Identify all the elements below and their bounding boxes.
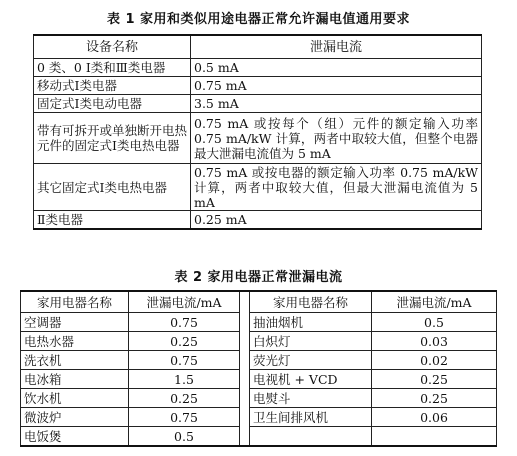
leakage-value-cell: 0.75 [129,313,240,332]
column-gap [240,351,250,370]
column-header-leakage-right: 泄漏电流/mA [372,291,497,313]
table-row [21,427,497,447]
leakage-cell: 0.75 mA 或按每个（组）元件的额定输入功率 0.75 mA/kW 计算，两者中取较大值，但整个电器最大泄漏电流值为 5 mA [191,113,482,164]
table-row [21,408,497,427]
appliance-name-cell: 微波炉 [21,408,129,427]
leakage-value-cell: 0.5 [372,313,497,332]
leakage-value-cell: 0.25 [372,370,497,389]
leakage-value-cell: 0.06 [372,408,497,427]
leakage-value-cell: 0.5 [129,427,240,447]
appliance-name-cell: 电冰箱 [21,370,129,389]
column-gap [240,313,250,332]
device-cell: 移动式Ⅰ类电器 [34,77,191,95]
table-row [21,351,497,370]
table2-caption: 表 2 家用电器正常泄漏电流 [174,270,343,285]
column-gap [240,408,250,427]
table-row [34,113,482,164]
appliance-name-cell: 电热水器 [21,332,129,351]
appliance-name-cell: 电熨斗 [250,389,372,408]
table-row [34,211,482,230]
leakage-value-cell: 0.75 [129,408,240,427]
table-row [21,332,497,351]
allowed-leakage-table [33,34,482,230]
leakage-value-cell: 1.5 [129,370,240,389]
appliance-name-cell: 饮水机 [21,389,129,408]
appliance-name-cell: 荧光灯 [250,351,372,370]
appliance-name-cell: 洗衣机 [21,351,129,370]
column-header-leakage-left: 泄漏电流/mA [129,291,240,313]
column-gap [240,291,250,313]
leakage-value-cell: 0.75 [129,351,240,370]
leakage-value-cell: 0.03 [372,332,497,351]
leakage-value-cell: 0.25 [129,332,240,351]
appliance-leakage-table [20,290,497,447]
table-header-row [34,35,482,59]
leakage-cell: 0.75 mA 或按电器的额定输入功率 0.75 mA/kW 计算，两者中取较大值，但最大泄漏电流值为 5 mA [191,164,482,211]
table-row [21,313,497,332]
column-header-appliance-left: 家用电器名称 [21,291,129,313]
table-row [34,95,482,113]
column-gap [240,332,250,351]
device-cell: 0 类、0 Ⅰ类和Ⅲ类电器 [34,59,191,77]
device-cell: 其它固定式Ⅰ类电热电器 [34,164,191,211]
leakage-cell: 3.5 mA [191,95,482,113]
table-header-row [21,291,497,313]
device-cell: 固定式Ⅰ类电动电器 [34,95,191,113]
appliance-name-cell [250,427,372,447]
table-row [34,164,482,211]
leakage-value-cell: 0.25 [372,389,497,408]
leakage-cell: 0.5 mA [191,59,482,77]
appliance-name-cell: 抽油烟机 [250,313,372,332]
column-gap [240,427,250,447]
table-row [34,59,482,77]
table1-caption: 表 1 家用和类似用途电器正常允许漏电值通用要求 [106,12,411,27]
column-header-device: 设备名称 [34,35,191,59]
column-header-appliance-right: 家用电器名称 [250,291,372,313]
device-cell: 带有可拆开或单独断开电热元件的固定式Ⅰ类电热电器 [34,113,191,164]
column-gap [240,389,250,408]
appliance-name-cell: 电视机 + VCD [250,370,372,389]
leakage-cell: 0.25 mA [191,211,482,230]
appliance-name-cell: 白炽灯 [250,332,372,351]
table-row [34,77,482,95]
table-row [21,370,497,389]
leakage-cell: 0.75 mA [191,77,482,95]
appliance-name-cell: 电饭煲 [21,427,129,447]
column-header-leakage: 泄漏电流 [191,35,482,59]
leakage-value-cell: 0.25 [129,389,240,408]
appliance-name-cell: 空调器 [21,313,129,332]
table-row [21,389,497,408]
leakage-value-cell: 0.02 [372,351,497,370]
leakage-value-cell [372,427,497,447]
column-gap [240,370,250,389]
appliance-name-cell: 卫生间排风机 [250,408,372,427]
device-cell: Ⅱ类电器 [34,211,191,230]
